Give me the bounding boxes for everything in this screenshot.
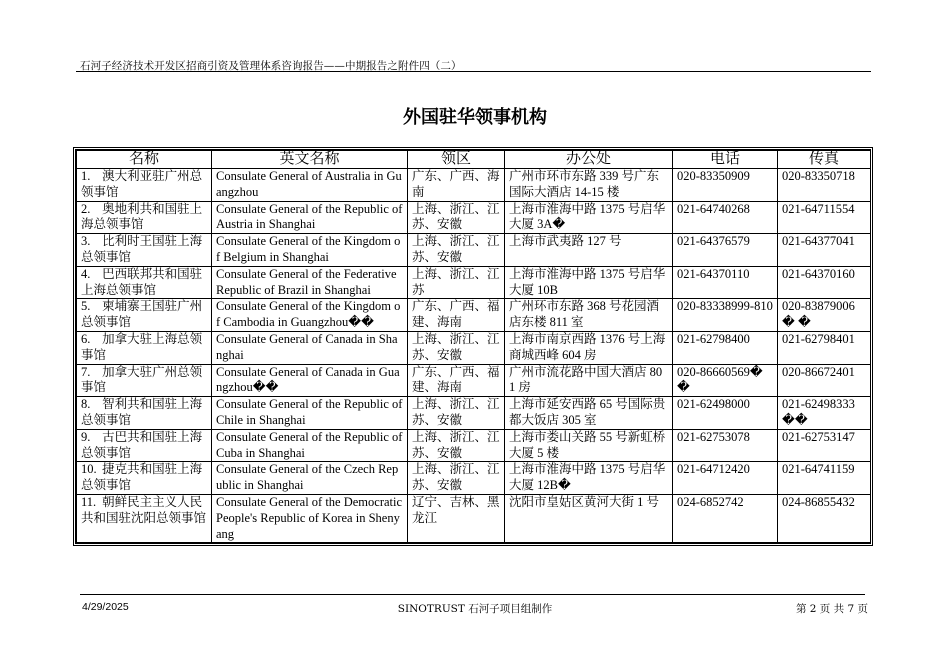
cell-phone: 024-6852742	[673, 494, 778, 542]
consulate-name: 朝鲜民主主义人民共和国驻沈阳总领事馆	[81, 494, 207, 525]
cell-name	[77, 266, 212, 299]
column-header-phone: 电话	[673, 151, 778, 169]
footer-page-number: 第 2 页 共 7 页	[795, 603, 868, 615]
cell-fax: 021-64711554	[778, 201, 871, 234]
consulate-name: 加拿大驻广州总领事馆	[81, 364, 203, 395]
cell-name	[77, 494, 212, 542]
cell-fax: 021-64377041	[778, 234, 871, 267]
column-header-office: 办公处	[505, 151, 673, 169]
footer-credit: SINOTRUST 石河子项目组制作	[397, 603, 553, 615]
cell-name	[77, 397, 212, 430]
table-row	[77, 494, 871, 542]
row-number: 5.	[81, 299, 91, 314]
cell-phone: 020-83338999-810	[673, 299, 778, 332]
cell-district: 上海、浙江、江苏、安徽	[408, 462, 505, 495]
cell-office-address: 广州环市东路 368 号花园酒店东楼 811 室	[505, 299, 673, 332]
cell-fax: 020-86672401	[778, 364, 871, 397]
cell-office-address: 上海市武夷路 127 号	[505, 234, 673, 267]
table-header-row	[77, 151, 871, 169]
row-number: 11.	[81, 494, 97, 509]
column-header-name: 名称	[77, 151, 212, 169]
cell-english-name: Consulate General of Australia in Guangzhou	[212, 169, 408, 202]
cell-english-name: Consulate General of the Federative Republic of Brazil in Shanghai	[212, 266, 408, 299]
cell-district: 上海、浙江、江苏	[408, 266, 505, 299]
cell-name	[77, 169, 212, 202]
cell-district: 辽宁、吉林、黑龙江	[408, 494, 505, 542]
consulate-name: 澳大利亚驻广州总领事馆	[81, 169, 203, 199]
cell-phone: 020-83350909	[673, 169, 778, 202]
consulate-name: 智利共和国驻上海总领事馆	[81, 397, 203, 427]
column-header-district: 领区	[408, 151, 505, 169]
table-row	[77, 462, 871, 495]
cell-phone: 021-62798400	[673, 331, 778, 364]
cell-district: 上海、浙江、江苏、安徽	[408, 397, 505, 430]
table-row	[77, 397, 871, 430]
cell-office-address: 上海市南京西路 1376 号上海商城西峰 604 房	[505, 331, 673, 364]
cell-district: 广东、广西、福建、海南	[408, 299, 505, 332]
row-number: 7.	[81, 364, 91, 379]
consulate-name: 古巴共和国驻上海总领事馆	[81, 429, 203, 460]
cell-fax: 021-64741159	[778, 462, 871, 495]
consulate-name: 加拿大驻上海总领事馆	[81, 331, 203, 362]
row-number: 3.	[81, 234, 91, 249]
row-number: 10.	[81, 462, 97, 477]
cell-fax: 020-83879006� �	[778, 299, 871, 332]
cell-name	[77, 429, 212, 462]
row-number: 9.	[81, 429, 91, 444]
cell-english-name: Consulate General of the Kingdom of Belgium in Shanghai	[212, 234, 408, 267]
consulate-name: 比利时王国驻上海总领事馆	[81, 234, 203, 264]
cell-name	[77, 462, 212, 495]
row-number: 2.	[81, 201, 91, 216]
cell-district: 广东、广西、海南	[408, 169, 505, 202]
cell-name	[77, 364, 212, 397]
cell-phone: 021-64712420	[673, 462, 778, 495]
consulate-table-frame	[73, 147, 873, 546]
cell-district: 上海、浙江、江苏、安徽	[408, 201, 505, 234]
cell-name	[77, 234, 212, 267]
consulate-table	[76, 150, 871, 543]
cell-name	[77, 299, 212, 332]
running-header: 石河子经济技术开发区招商引资及管理体系咨询报告——中期报告之附件四（二）	[80, 60, 462, 72]
cell-english-name: Consulate General of the Republic of Chile in Shanghai	[212, 397, 408, 430]
cell-district: 上海、浙江、江苏、安徽	[408, 429, 505, 462]
row-number: 4.	[81, 266, 91, 281]
table-row	[77, 299, 871, 332]
cell-name	[77, 331, 212, 364]
cell-office-address: 广州市流花路中国大酒店 801 房	[505, 364, 673, 397]
cell-name	[77, 201, 212, 234]
table-row	[77, 429, 871, 462]
cell-fax: 021-64370160	[778, 266, 871, 299]
table-row	[77, 234, 871, 267]
cell-phone: 021-62498000	[673, 397, 778, 430]
cell-office-address: 广州市环市东路 339 号广东国际大酒店 14-15 楼	[505, 169, 673, 202]
footer-divider	[80, 594, 865, 595]
cell-fax: 020-83350718	[778, 169, 871, 202]
cell-phone: 020-86660569��	[673, 364, 778, 397]
row-number: 8.	[81, 397, 91, 412]
cell-english-name: Consulate General of the Democratic People's Republic of Korea in Shenyang	[212, 494, 408, 542]
cell-english-name: Consulate General of the Republic of Austria in Shanghai	[212, 201, 408, 234]
cell-phone: 021-62753078	[673, 429, 778, 462]
cell-district: 广东、广西、福建、海南	[408, 364, 505, 397]
column-header-fax: 传真	[778, 151, 871, 169]
consulate-name: 巴西联邦共和国驻上海总领事馆	[81, 266, 203, 297]
consulate-name: 柬埔寨王国驻广州总领事馆	[81, 299, 203, 330]
consulate-name: 捷克共和国驻上海总领事馆	[81, 462, 203, 493]
cell-english-name: Consulate General of the Kingdom of Cambodia in Guangzhou��	[212, 299, 408, 332]
cell-office-address: 上海市淮海中路 1375 号启华大厦 12B�	[505, 462, 673, 495]
cell-office-address: 上海市延安西路 65 号国际贵都大饭店 305 室	[505, 397, 673, 430]
cell-office-address: 上海市淮海中路 1375 号启华大厦 10B	[505, 266, 673, 299]
cell-english-name: Consulate General of Canada in Shanghai	[212, 331, 408, 364]
header-divider	[76, 71, 871, 72]
page-title: 外国驻华领事机构	[403, 107, 547, 128]
table-body	[77, 169, 871, 543]
cell-phone: 021-64376579	[673, 234, 778, 267]
table-row	[77, 331, 871, 364]
table-row	[77, 201, 871, 234]
cell-english-name: Consulate General of the Republic of Cuba in Shanghai	[212, 429, 408, 462]
cell-fax: 021-62753147	[778, 429, 871, 462]
cell-office-address: 上海市淮海中路 1375 号启华大厦 3A�	[505, 201, 673, 234]
table-row	[77, 169, 871, 202]
cell-english-name: Consulate General of the Czech Republic in Shanghai	[212, 462, 408, 495]
footer-date: 4/29/2025	[82, 601, 129, 613]
cell-fax: 021-62798401	[778, 331, 871, 364]
cell-fax: 024-86855432	[778, 494, 871, 542]
cell-fax: 021-62498333��	[778, 397, 871, 430]
table-row	[77, 364, 871, 397]
cell-phone: 021-64740268	[673, 201, 778, 234]
cell-english-name: Consulate General of Canada in Guangzhou��	[212, 364, 408, 397]
column-header-english-name: 英文名称	[212, 151, 408, 169]
consulate-name: 奥地利共和国驻上海总领事馆	[81, 201, 203, 232]
row-number: 6.	[81, 331, 91, 346]
row-number: 1.	[81, 169, 91, 183]
cell-office-address: 上海市娄山关路 55 号新虹桥大厦 5 楼	[505, 429, 673, 462]
table-row	[77, 266, 871, 299]
cell-phone: 021-64370110	[673, 266, 778, 299]
cell-district: 上海、浙江、江苏、安徽	[408, 331, 505, 364]
cell-office-address: 沈阳市皇姑区黄河大街 1 号	[505, 494, 673, 542]
cell-district: 上海、浙江、江苏、安徽	[408, 234, 505, 267]
